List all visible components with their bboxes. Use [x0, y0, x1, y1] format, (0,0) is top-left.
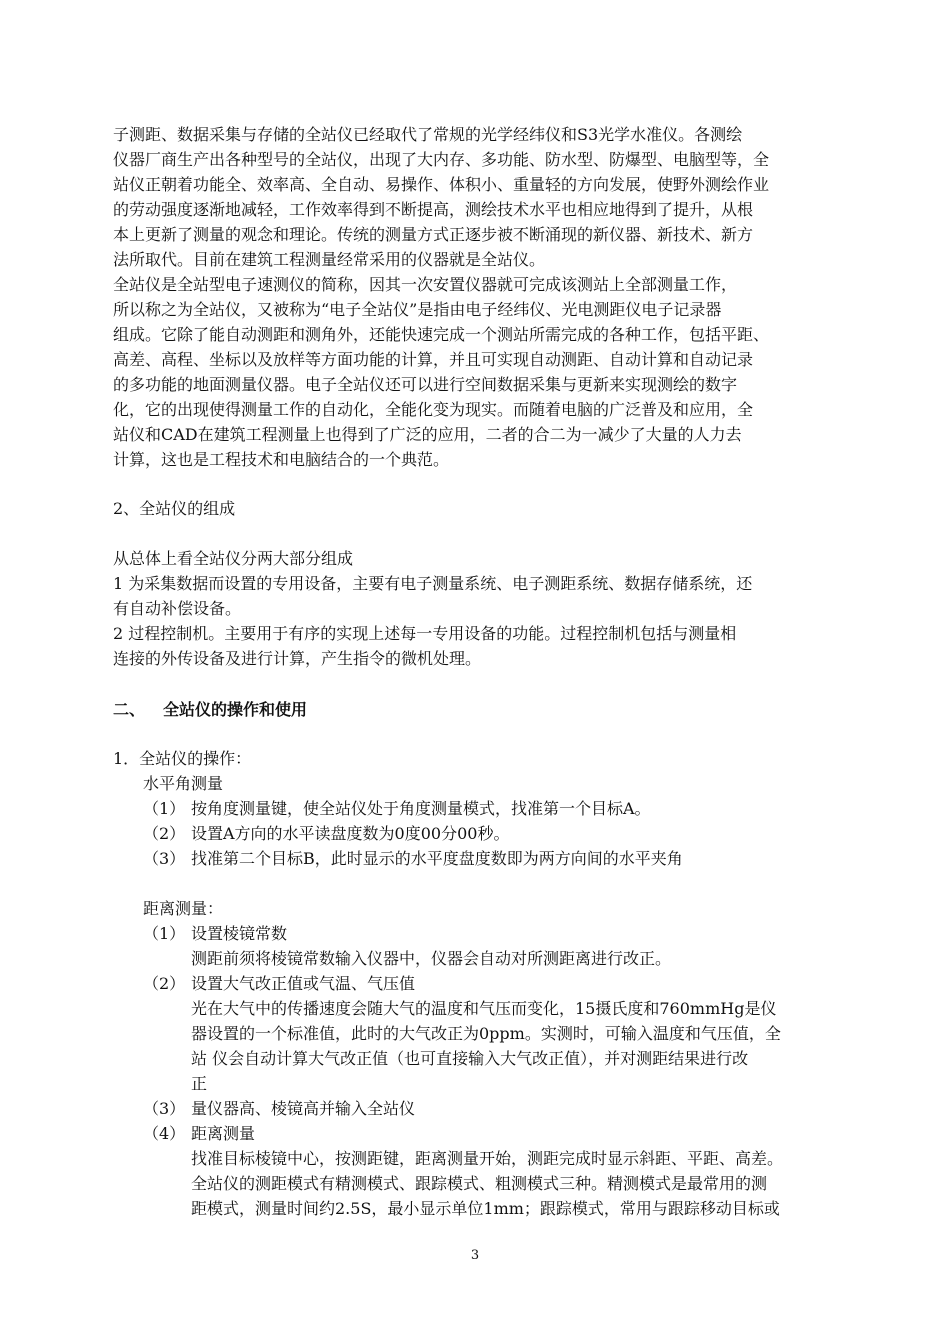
list-number: （1） [143, 924, 186, 943]
paragraph-line: 法所取代。目前在建筑工程测量经常采用的仪器就是全站仪。 [113, 250, 546, 269]
paragraph-line: 1 为采集数据而设置的专用设备，主要有电子测量系统、电子测距系统、数据存储系统，还 [113, 574, 753, 593]
list-item-body: 正 [191, 1074, 208, 1093]
list-item-body: 站 仪会自动计算大气改正值（也可直接输入大气改正值），并对测距结果进行改 [191, 1049, 749, 1068]
list-number: （2） [143, 974, 186, 993]
list-number: （2） [143, 824, 186, 843]
paragraph-line: 本上更新了测量的观念和理论。传统的测量方式正逐步被不断涌现的新仪器、新技术、新方 [113, 225, 754, 244]
paragraph-line: 计算，这也是工程技术和电脑结合的一个典范。 [113, 450, 450, 469]
paragraph-line: 全站仪是全站型电子速测仪的简称，因其一次安置仪器就可完成该测站上全部测量工作， [113, 275, 738, 294]
paragraph-line: 从总体上看全站仪分两大部分组成 [113, 549, 354, 568]
list-number: （3） [143, 1099, 186, 1118]
list-item-title: 设置棱镜常数 [191, 924, 288, 943]
ops-title: 1．全站仪的操作： [113, 749, 252, 768]
section-heading: 2、全站仪的组成 [113, 499, 236, 518]
list-item-title: 距离测量 [191, 1124, 256, 1143]
list-item-title: 设置大气改正值或气温、气压值 [191, 974, 416, 993]
list-number: （4） [143, 1124, 186, 1143]
paragraph-line: 组成。它除了能自动测距和测角外，还能快速完成一个测站所需完成的各种工作，包括平距、 [113, 325, 770, 344]
list-item-body: 光在大气中的传播速度会随大气的温度和气压而变化，15摄氏度和760mmHg是仪 [191, 999, 777, 1018]
paragraph-line: 子测距、数据采集与存储的全站仪已经取代了常规的光学经纬仪和S3光学水准仪。各测绘 [113, 125, 743, 144]
list-item-body: 距模式，测量时间约2.5S，最小显示单位1mm；跟踪模式，常用与跟踪移动目标或 [191, 1199, 780, 1218]
page-number: 3 [470, 1248, 480, 1263]
list-item: 设置A方向的水平读盘度数为0度00分00秒。 [191, 824, 510, 843]
chapter-heading: 全站仪的操作和使用 [163, 700, 308, 719]
paragraph-line: 的劳动强度逐渐地减轻，工作效率得到不断提高，测绘技术水平也相应地得到了提升，从根 [113, 200, 754, 219]
list-item: 找准第二个目标B，此时显示的水平度盘度数即为两方向间的水平夹角 [191, 849, 683, 868]
distance-title: 距离测量： [143, 899, 224, 918]
paragraph-line: 2 过程控制机。主要用于有序的实现上述每一专用设备的功能。过程控制机包括与测量相 [113, 624, 737, 643]
paragraph-line: 站仪和CAD在建筑工程测量上也得到了广泛的应用，二者的合二为一减少了大量的人力去 [113, 425, 742, 444]
chapter-number: 二、 [113, 700, 146, 719]
paragraph-line: 高差、高程、坐标以及放样等方面功能的计算，并且可实现自动测距、自动计算和自动记录 [113, 350, 754, 369]
paragraph-line: 的多功能的地面测量仪器。电子全站仪还可以进行空间数据采集与更新来实现测绘的数字 [113, 375, 738, 394]
list-item-body: 测距前须将棱镜常数输入仪器中，仪器会自动对所测距离进行改正。 [191, 949, 672, 968]
paragraph-line: 站仪正朝着功能全、效率高、全自动、易操作、体积小、重量轻的方向发展，使野外测绘作业 [113, 175, 770, 194]
paragraph-line: 所以称之为全站仪，又被称为“电子全站仪”是指由电子经纬仪、光电测距仪电子记录器 [113, 300, 722, 319]
paragraph-line: 化，它的出现使得测量工作的自动化，全能化变为现实。而随着电脑的广泛普及和应用，全 [113, 400, 754, 419]
list-item-body: 全站仪的测距模式有精测模式、跟踪模式、粗测模式三种。精测模式是最常用的测 [191, 1174, 768, 1193]
paragraph-line: 仪器厂商生产出各种型号的全站仪，出现了大内存、多功能、防水型、防爆型、电脑型等，全 [113, 150, 770, 169]
paragraph-line: 有自动补偿设备。 [113, 599, 242, 618]
list-number: （1） [143, 799, 186, 818]
horizontal-angle-title: 水平角测量 [143, 774, 224, 793]
list-item-title: 量仪器高、棱镜高并输入全站仪 [191, 1099, 416, 1118]
list-item-body: 找准目标棱镜中心，按测距键，距离测量开始，测距完成时显示斜距、平距、高差。 [191, 1149, 784, 1168]
list-item-body: 器设置的一个标准值，此时的大气改正为0ppm。实测时，可输入温度和气压值，全 [191, 1024, 781, 1043]
paragraph-line: 连接的外传设备及进行计算，产生指令的微机处理。 [113, 649, 482, 668]
list-number: （3） [143, 849, 186, 868]
list-item: 按角度测量键，使全站仪处于角度测量模式，找准第一个目标A。 [191, 799, 651, 818]
